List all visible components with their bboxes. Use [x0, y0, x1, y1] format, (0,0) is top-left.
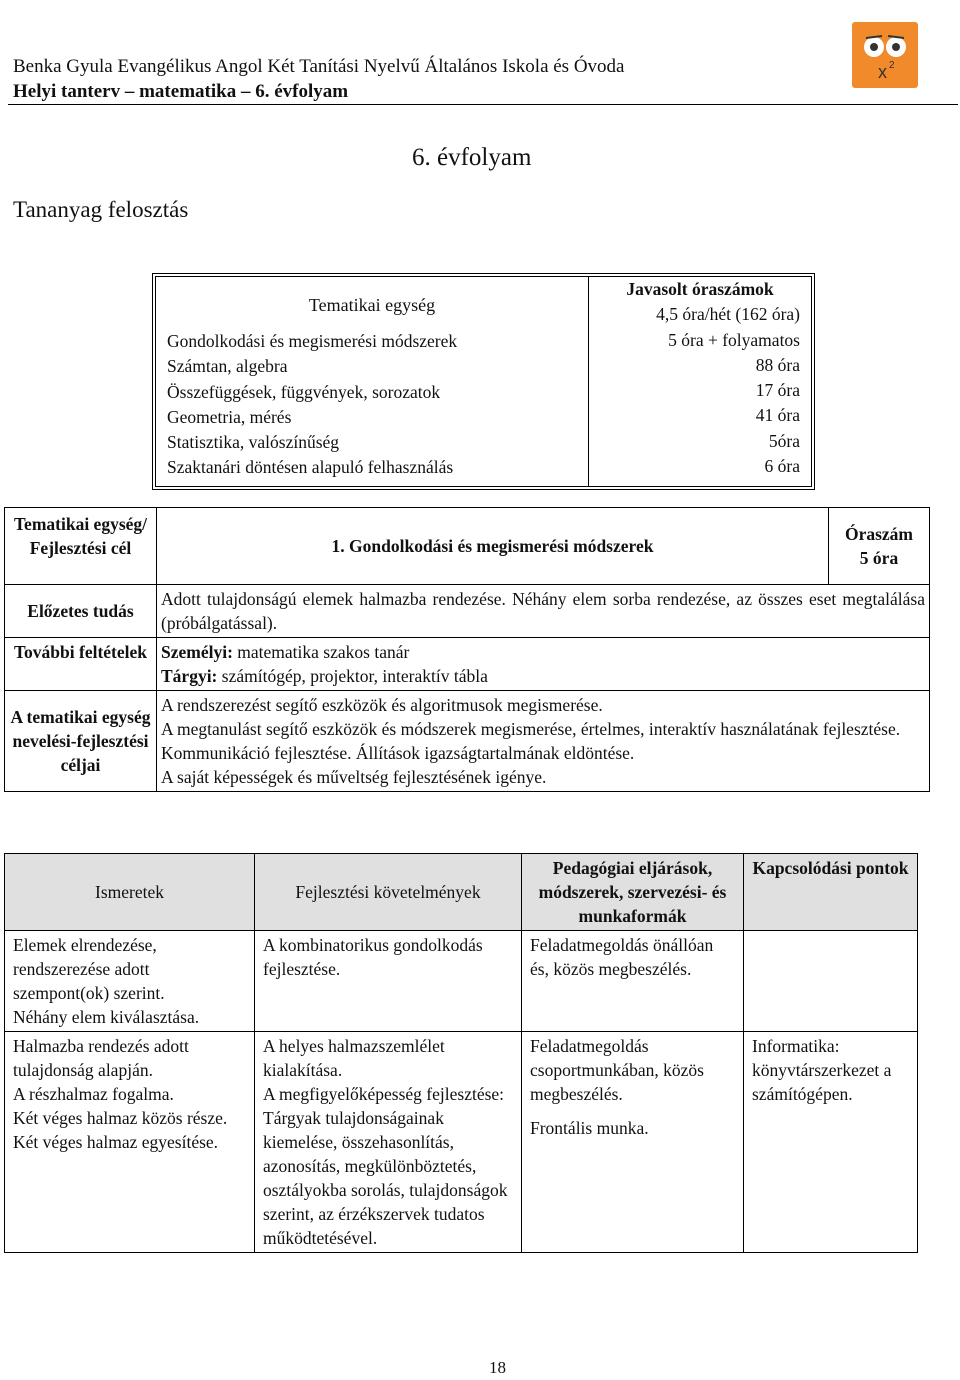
- allocation-unit: Gondolkodási és megismerési módszerek: [167, 331, 458, 351]
- allocation-hours: 88 óra: [755, 354, 800, 375]
- knowledge-item: Elemek elrendezése, rendszerezése adott szempont(ok) szerint.: [13, 935, 165, 1003]
- school-logo: [852, 22, 918, 88]
- label-conditions: További feltételek: [5, 638, 157, 691]
- knowledge-item: Halmazba rendezés adott tulajdonság alapján.: [13, 1036, 189, 1080]
- allocation-hours: 17 óra: [755, 380, 800, 401]
- row1-knowledge: [5, 931, 255, 1032]
- link-item: Informatika: könyvtárszerkezet a számítógépen.: [752, 1036, 892, 1104]
- allocation-hours-cell: [589, 277, 812, 487]
- method-item: Frontális munka.: [530, 1118, 649, 1138]
- material-label: Tárgyi:: [161, 666, 218, 686]
- header-school: Benka Gyula Evangélikus Angol Két Tanítási Nyelvű Általános Iskola és Óvoda: [13, 56, 625, 77]
- requirement-item: A kombinatorikus gondolkodás fejlesztése.: [263, 935, 483, 979]
- row2-requirements: [255, 1032, 522, 1253]
- label-prereq: Előzetes tudás: [5, 585, 157, 638]
- allocation-units-cell: [156, 277, 589, 487]
- section-title: Tananyag felosztás: [13, 197, 189, 222]
- goal-item: A saját képességek és műveltség fejlesztésének igénye.: [161, 767, 547, 787]
- allocation-unit: Geometria, mérés: [167, 406, 292, 427]
- allocation-hours: 41 óra: [755, 405, 800, 426]
- allocation-unit: Számtan, algebra: [167, 356, 288, 377]
- allocation-hours: 5óra: [768, 430, 800, 451]
- personal-line: [161, 640, 925, 664]
- goal-item: A megtanulást segítő eszközök és módszerek megismerése, értelmes, interaktív használatának fejlesztése.: [161, 719, 901, 739]
- prereq-text: Adott tulajdonságú elemek halmazba rendezése. Néhány elem sorba rendezése, az összes eset megtalálása (próbálgatással).: [157, 585, 930, 638]
- goals-cell: [157, 691, 930, 792]
- knowledge-item: Néhány elem kiválasztása.: [13, 1007, 200, 1027]
- label-goals: A tematikai egység nevelési-fejlesztési céljai: [5, 691, 157, 792]
- method-item: Feladatmegoldás önállóan és, közös megbeszélés.: [530, 935, 714, 979]
- method-item: Feladatmegoldás csoportmunkában, közös megbeszélés.: [530, 1036, 704, 1104]
- allocation-unit: Összefüggések, függvények, sorozatok: [167, 381, 441, 402]
- header-subtitle: Helyi tanterv – matematika – 6. évfolyam: [13, 81, 349, 102]
- header-links: Kapcsolódási pontok: [744, 854, 918, 931]
- allocation-table: [155, 276, 812, 487]
- allocation-hours: 6 óra: [764, 456, 800, 477]
- label-unit: Tematikai egység/ Fejlesztési cél: [5, 508, 157, 585]
- requirement-item: A megfigyelőképesség fejlesztése:: [263, 1084, 505, 1104]
- header-requirements: Fejlesztési követelmények: [255, 854, 522, 931]
- svg-text:x: x: [878, 62, 887, 82]
- content-table: [4, 853, 918, 1253]
- personal-text: matematika szakos tanár: [232, 642, 410, 662]
- material-line: [161, 664, 925, 688]
- requirement-item: Tárgyak tulajdonságainak kiemelése, összehasonlítás, azonosítás, megkülönböztetés, osztályokba sorolás, tulajdonságok szerint, az érzékszervek tudatos működtetésével.: [263, 1108, 508, 1248]
- knowledge-item: Két véges halmaz egyesítése.: [13, 1132, 219, 1152]
- goal-item: A rendszerezést segítő eszközök és algoritmusok megismerése.: [161, 695, 603, 715]
- header-methods: Pedagógiai eljárások, módszerek, szervezési- és munkaformák: [522, 854, 744, 931]
- unit-hours-cell: [829, 508, 930, 584]
- svg-text:2: 2: [889, 60, 895, 71]
- unit-hours-label: Óraszám: [844, 524, 914, 544]
- header-knowledge: Ismeretek: [5, 854, 255, 931]
- personal-label: Személyi:: [161, 642, 233, 662]
- row1-requirements: [255, 931, 522, 1032]
- conditions-cell: [157, 638, 930, 691]
- allocation-col1-header: Tematikai egység: [308, 295, 436, 315]
- unit-table: [4, 507, 930, 792]
- allocation-hours: 5 óra + folyamatos: [668, 329, 800, 350]
- grade-title: 6. évfolyam: [412, 144, 532, 171]
- unit-title: 1. Gondolkodási és megismerési módszerek: [157, 508, 829, 584]
- material-text: számítógép, projektor, interaktív tábla: [217, 666, 488, 686]
- row2-knowledge: [5, 1032, 255, 1253]
- header-divider: [8, 104, 958, 105]
- knowledge-item: A részhalmaz fogalma.: [13, 1084, 174, 1104]
- goal-item: Kommunikáció fejlesztése. Állítások igazságtartalmának eldöntése.: [161, 743, 635, 763]
- row1-methods: [522, 931, 744, 1032]
- page-number: 18: [489, 1358, 506, 1377]
- allocation-unit: Statisztika, valószínűség: [167, 432, 340, 453]
- allocation-col2-sub: 4,5 óra/hét (162 óra): [656, 304, 800, 325]
- unit-title-cell: [157, 508, 930, 585]
- allocation-unit: Szaktanári döntésen alapuló felhasználás: [167, 457, 454, 478]
- allocation-col2-header: Javasolt óraszámok: [626, 279, 774, 299]
- row2-links: [744, 1032, 918, 1253]
- knowledge-item: Két véges halmaz közös része.: [13, 1108, 228, 1128]
- requirement-item: A helyes halmazszemlélet kialakítása.: [263, 1036, 445, 1080]
- unit-hours-value: 5 óra: [859, 548, 899, 568]
- row1-links: [744, 931, 918, 1032]
- row2-methods: [522, 1032, 744, 1253]
